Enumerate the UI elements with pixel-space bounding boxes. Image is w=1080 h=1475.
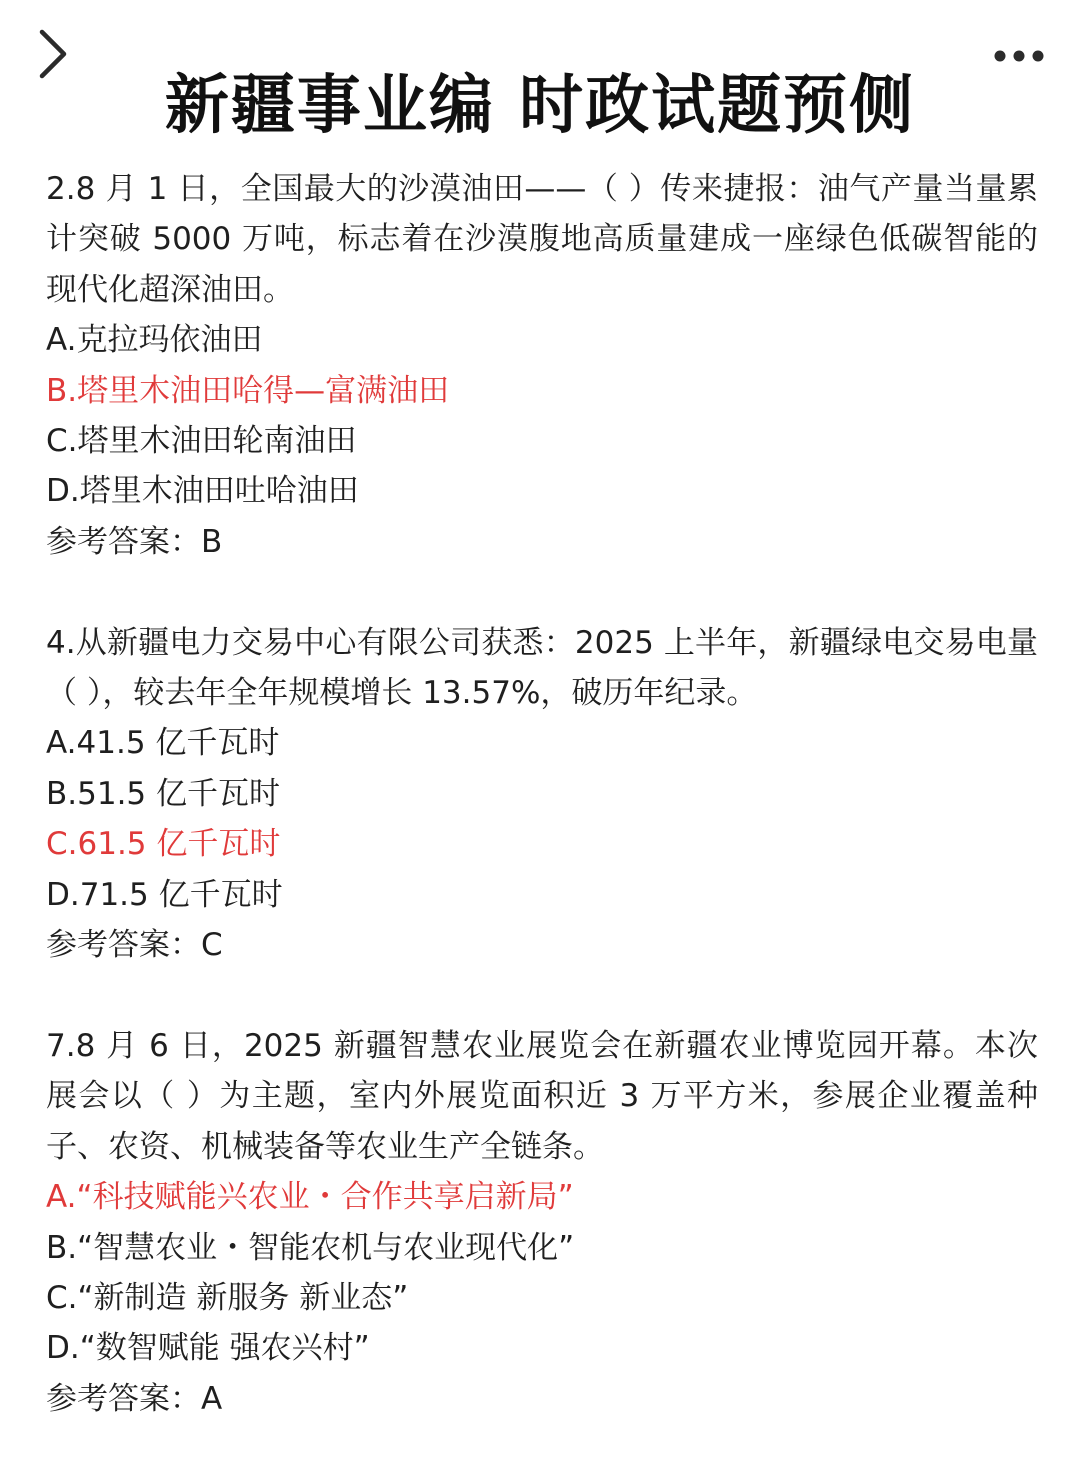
question-block [46, 1021, 1038, 1424]
question-stem: 7.8 月 6 日，2025 新疆智慧农业展览会在新疆农业博览园开幕。本次展会以（ ）为主题，室内外展览面积近 3 万平方米，参展企业覆盖种子、农资、机械装备等农业生产全链条。 [46, 1027, 1038, 1165]
option-c: C.“新制造 新服务 新业态” [46, 1279, 409, 1316]
option-d: D.“数智赋能 强农兴村” [46, 1330, 370, 1367]
reference-answer: 参考答案：C [46, 927, 223, 964]
option-b: B.塔里木油田哈得—富满油田 [46, 372, 450, 409]
option-b: B.“智慧农业・智能农机与农业现代化” [46, 1229, 575, 1266]
option-a: A.“科技赋能兴农业・合作共享启新局” [46, 1179, 574, 1216]
option-a: A.41.5 亿千瓦时 [46, 725, 280, 762]
option-d: D.71.5 亿千瓦时 [46, 876, 283, 913]
top-bar [0, 0, 1080, 70]
reference-answer: 参考答案：B [46, 523, 223, 560]
question-block [46, 164, 1038, 567]
option-d: D.塔里木油田吐哈油田 [46, 473, 359, 510]
reference-answer: 参考答案：A [46, 1380, 223, 1417]
page-title: 新疆事业编 时政试题预侧 [164, 69, 916, 143]
question-list [46, 164, 1038, 1475]
option-c: C.塔里木油田轮南油田 [46, 423, 357, 460]
option-a: A.克拉玛依油田 [46, 322, 263, 359]
option-c: C.61.5 亿千瓦时 [46, 826, 281, 863]
question-stem: 4.从新疆电力交易中心有限公司获悉：2025 上半年，新疆绿电交易电量（ ），较去年全年规模增长 13.57%，破历年纪录。 [46, 624, 1038, 712]
question-block [46, 618, 1038, 971]
question-stem: 2.8 月 1 日，全国最大的沙漠油田——（ ）传来捷报：油气产量当量累计突破 5000 万吨，标志着在沙漠腹地高质量建成一座绿色低碳智能的现代化超深油田。 [46, 171, 1038, 308]
option-b: B.51.5 亿千瓦时 [46, 775, 280, 812]
